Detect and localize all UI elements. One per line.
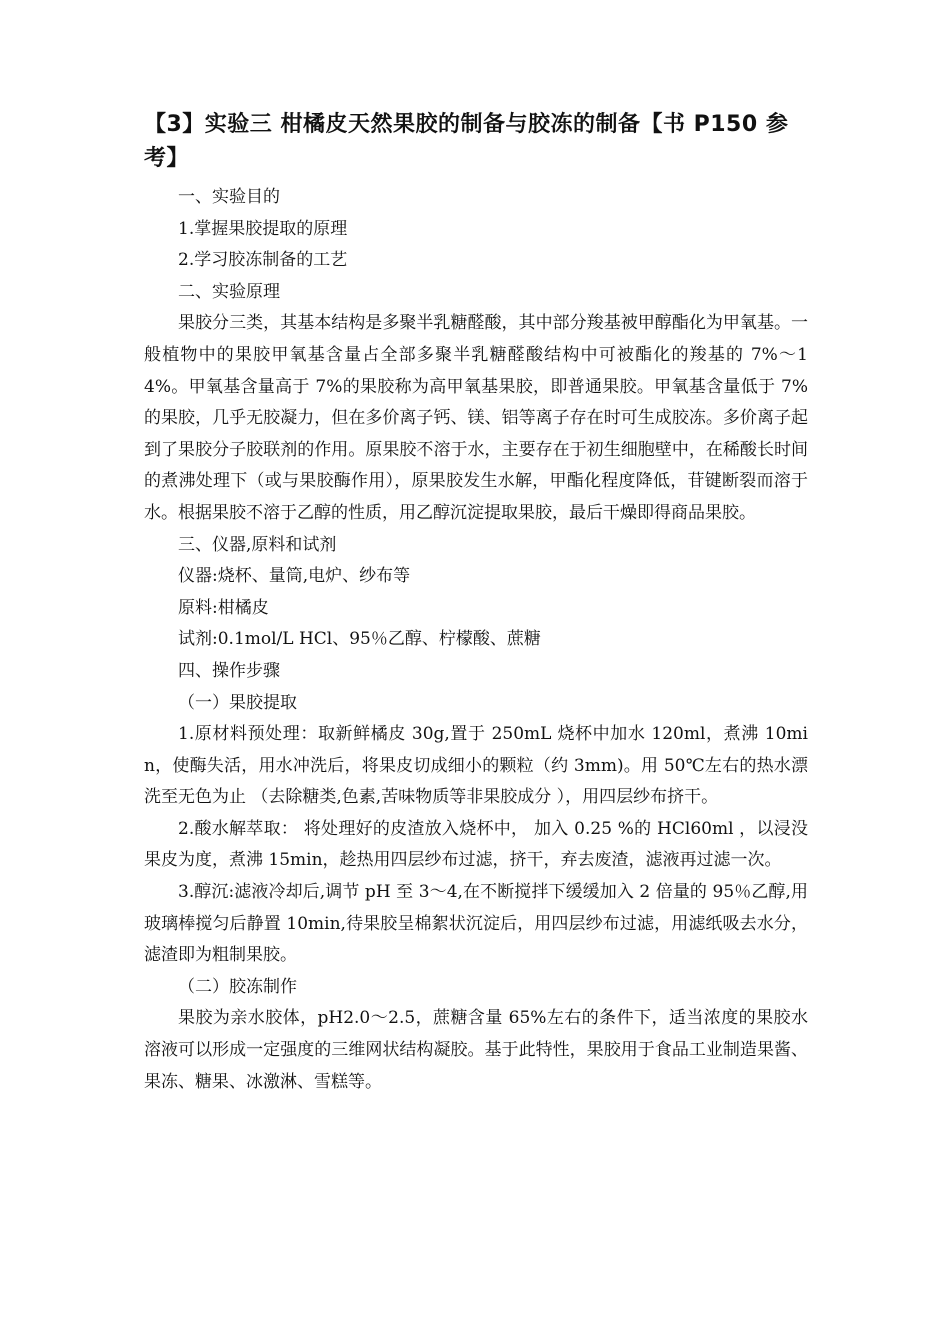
document-title: 【3】实验三 柑橘皮天然果胶的制备与胶冻的制备【书 P150 参考】 [144, 112, 789, 171]
section-heading-principle: 二、实验原理 [178, 281, 280, 302]
step-3-paragraph: 3.醇沉:滤液冷却后,调节 pH 至 3～4,在不断搅拌下缓缓加入 2 倍量的 95％乙醇,用玻璃棒搅匀后静置 10min,待果胶呈棉絮状沉淀后，用四层纱布过滤，用滤纸吸去水分，滤渣即为粗制果胶。 [144, 882, 808, 966]
step-1-paragraph: 1.原材料预处理：取新鲜橘皮 30g,置于 250mL 烧杯中加水 120ml，煮沸 10min，使酶失活，用水冲洗后，将果皮切成细小的颗粒（约 3mm)。用 50℃左右的热水漂洗至无色为止 （去除糖类,色素,苦味物质等非果胶成分 ），用四层纱布挤干。 [144, 724, 808, 808]
subsection-heading-extraction: （一）果胶提取 [178, 692, 297, 713]
principle-paragraph: 果胶分三类，其基本结构是多聚半乳糖醛酸，其中部分羧基被甲醇酯化为甲氧基。一般植物中的果胶甲氧基含量占全部多聚半乳糖醛酸结构中可被酯化的羧基的 7%～14%。甲氧基含量高于 7%的果胶称为高甲氧基果胶，即普通果胶。甲氧基含量低于 7%的果胶，几乎无胶凝力，但在多价离子钙、镁、铝等离子存在时可生成胶冻。多价离子起到了果胶分子胶联剂的作用。原果胶不溶于水，主要存在于初生细胞壁中，在稀酸长时间的煮沸处理下（或与果胶酶作用），原果胶发生水解，甲酯化程度降低，苷键断裂而溶于水。根据果胶不溶于乙醇的性质，用乙醇沉淀提取果胶，最后干燥即得商品果胶。 [144, 313, 808, 523]
jelly-paragraph: 果胶为亲水胶体，pH2.0～2.5，蔗糖含量 65%左右的条件下，适当浓度的果胶水溶液可以形成一定强度的三维网状结构凝胶。基于此特性，果胶用于食品工业制造果酱、果冻、糖果、冰激淋、雪糕等。 [144, 1008, 808, 1092]
section-heading-procedure: 四、操作步骤 [178, 660, 280, 681]
objective-item-2: 2.学习胶冻制备的工艺 [178, 250, 348, 271]
reagents-line: 试剂:0.1mol/L HCl、95％乙醇、柠檬酸、蔗糖 [178, 629, 541, 650]
section-heading-materials: 三、仪器,原料和试剂 [178, 534, 337, 555]
subsection-heading-jelly: （二）胶冻制作 [178, 976, 297, 997]
raw-materials-line: 原料:柑橘皮 [178, 597, 269, 618]
step-2-paragraph: 2.酸水解萃取： 将处理好的皮渣放入烧杯中， 加入 0.25 %的 HCl60ml ，以浸没果皮为度，煮沸 15min，趁热用四层纱布过滤，挤干，弃去废渣，滤液再过滤一次。 [144, 818, 808, 871]
objective-item-1: 1.掌握果胶提取的原理 [178, 218, 348, 239]
section-heading-objectives: 一、实验目的 [178, 187, 280, 207]
instruments-line: 仪器:烧杯、量筒,电炉、纱布等 [178, 566, 411, 587]
document-page [144, 108, 808, 1098]
